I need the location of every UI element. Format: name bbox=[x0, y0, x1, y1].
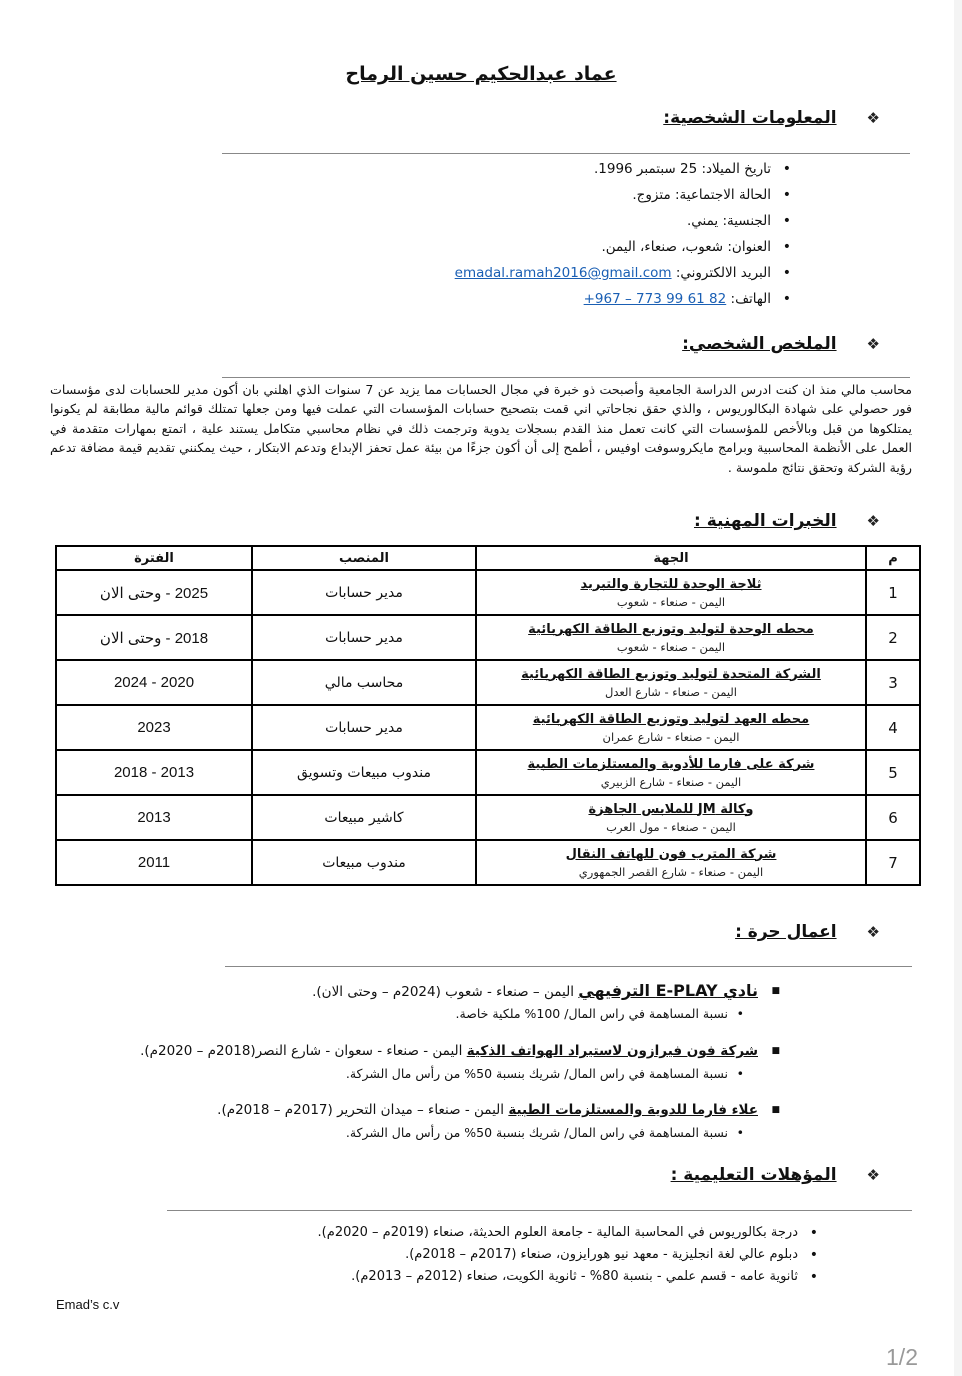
row-org bbox=[476, 570, 866, 615]
table-row bbox=[56, 615, 920, 660]
row-num: 6 bbox=[866, 795, 920, 840]
col-org-header: الجهة bbox=[476, 546, 866, 570]
diamond-bullet-icon: ❖ bbox=[866, 1166, 880, 1184]
row-org bbox=[476, 840, 866, 885]
row-num: 5 bbox=[866, 750, 920, 795]
table-row bbox=[56, 570, 920, 615]
education-item: • درجة بكالوريوس في المحاسبة المالية - جامعة العلوم الحديثة، صنعاء (2019م – 2020م). bbox=[318, 1222, 822, 1244]
row-period: 2011 bbox=[56, 840, 252, 885]
table-header-row bbox=[56, 546, 920, 570]
freelance-item: ■ علاء فارما للدوية والمستلزمات الطبية اليمن - صنعاء – ميدان التحرير (2017م – 2018م). • نسبة المساهمة في راس المال/ شريك بنسبة 50% من رأس مال الشركة. bbox=[217, 1097, 780, 1143]
row-num: 2 bbox=[866, 615, 920, 660]
row-period: 2013 - 2018 bbox=[56, 750, 252, 795]
address: • العنوان: شعوب، صنعاء، اليمن. bbox=[455, 234, 795, 260]
diamond-bullet-icon: ❖ bbox=[866, 923, 880, 941]
email-link[interactable]: emadal.ramah2016@gmail.com bbox=[454, 265, 672, 281]
page-number: 1/2 bbox=[886, 1344, 918, 1370]
row-num: 7 bbox=[866, 840, 920, 885]
row-position: مندوب مبيعات bbox=[252, 840, 476, 885]
org-location: اليمن - صنعاء - شارع الزبيري bbox=[600, 774, 742, 789]
org-name: الشركة المتحدة لتوليد وتوزيع الطاقة الكهربائية bbox=[521, 666, 821, 682]
org-name: شركة المترب فون للهاتف النقال bbox=[565, 846, 777, 862]
section-education: ❖ المؤهلات التعليمية : bbox=[670, 1165, 880, 1185]
freelance-item: ■ نادي E-PLAY الترفيهي اليمن – صنعاء - شعوب (2024م – وحتى الان). • نسبة المساهمة في راس المال/ 100% ملكية خاصة. bbox=[312, 978, 780, 1024]
education-item: • دبلوم عالي لغة انجليزية - معهد نيو هورايزون، صنعاء (2017م – 2018م). bbox=[318, 1244, 822, 1266]
row-position: محاسب مالي bbox=[252, 660, 476, 705]
marital-status: • الحالة الاجتماعية: متزوج. bbox=[455, 182, 795, 208]
row-num: 3 bbox=[866, 660, 920, 705]
row-position: كاشير مبيعات bbox=[252, 795, 476, 840]
row-position: مدير حسابات bbox=[252, 570, 476, 615]
org-location: اليمن - صنعاء - شعوب bbox=[616, 594, 726, 609]
phone-row: • الهاتف: +967 – 773 99 61 82 bbox=[455, 286, 795, 312]
section-divider bbox=[222, 153, 910, 154]
section-experience: ❖ الخبرات المهنية : bbox=[694, 511, 880, 531]
diamond-bullet-icon: ❖ bbox=[866, 109, 880, 127]
table-row bbox=[56, 660, 920, 705]
org-location: اليمن - صنعاء - شعوب bbox=[616, 639, 726, 654]
section-divider bbox=[167, 1210, 912, 1211]
row-position: مدير حسابات bbox=[252, 705, 476, 750]
section-divider bbox=[222, 377, 910, 378]
nationality: • الجنسية: يمني. bbox=[455, 208, 795, 234]
section-personal: ❖ المعلومات الشخصية: bbox=[663, 108, 880, 128]
footer-label: Emad’s c.v bbox=[56, 1297, 120, 1312]
org-name: ثلاجة الوحدة للتجارة والتبريد bbox=[580, 576, 762, 592]
section-summary: ❖ الملخص الشخصي: bbox=[682, 334, 880, 354]
page-edge bbox=[954, 0, 962, 1376]
col-period-header: الفترة bbox=[56, 546, 252, 570]
org-location: اليمن - صنعاء - شارع العدل bbox=[604, 684, 738, 699]
row-position: مدير حسابات bbox=[252, 615, 476, 660]
org-name: وكالة JM للملابس الجاهزة bbox=[588, 801, 754, 817]
org-name: محطه الوحدة لتوليد وتوزيع الطاقة الكهربائية bbox=[528, 621, 814, 637]
org-name: محطه العهد لتوليد وتوزيع الطاقة الكهربائية bbox=[532, 711, 810, 727]
row-period: 2018 - وحتى الان bbox=[56, 615, 252, 660]
diamond-bullet-icon: ❖ bbox=[866, 512, 880, 530]
education-list bbox=[318, 1222, 822, 1288]
personal-info-list bbox=[455, 156, 795, 312]
birth-date: • تاريخ الميلاد: 25 سبتمبر 1996. bbox=[455, 156, 795, 182]
col-position-header: المنصب bbox=[252, 546, 476, 570]
email-row: • البريد الالكتروني: emadal.ramah2016@gmail.com bbox=[455, 260, 795, 286]
table-row bbox=[56, 795, 920, 840]
org-location: اليمن - صنعاء - شارع عمران bbox=[602, 729, 740, 744]
section-divider bbox=[225, 966, 912, 967]
org-name: شركة على فارما للأدوية والمستلزمات الطبية bbox=[527, 756, 815, 772]
col-num-header: م bbox=[866, 546, 920, 570]
row-org bbox=[476, 795, 866, 840]
phone-link[interactable]: +967 – 773 99 61 82 bbox=[583, 291, 727, 307]
org-location: اليمن - صنعاء - مول العرب bbox=[606, 819, 736, 834]
summary-paragraph: محاسب مالي منذ ان كنت ادرس الدراسة الجامعية وأصبحت ذو خبرة في مجال الحسابات مما يزيد عن 7 سنوات الذي اهلني بان أكون مدير للحسابات لدى مؤسسات فور حصولي على شهادة البكالوريوس ، والذي حقق نجاحاتي اني قمت بتصحيح حسابات المؤسسات التي عملت فيها ومن جعلها تمتلك قوائم مالية مطابقة لم يكونوا يمتلكوها من قبل وبالأخص للمؤسسات التي كانت تعمل منذ القدم بسجلات يدوية وترجمت ذلك في نظام محاسبي متكامل يستند علية ، اتمتع بمهارات متقدمة في العمل على الأنظمة المحاسبية وبرامج مايكروسوفت اوفيس ، أطمح إلى أن أكون جزءًا من بيئة عمل تحفز الإبداع وتدعم الابتكار ، حيث يمكنني تقديم قيمة مضافة تدعم رؤية الشركة وتحقق نتائج ملموسة . bbox=[50, 382, 913, 475]
row-num: 1 bbox=[866, 570, 920, 615]
row-period: 2025 - وحتى الان bbox=[56, 570, 252, 615]
table-row bbox=[56, 705, 920, 750]
row-period: 2020 - 2024 bbox=[56, 660, 252, 705]
freelance-item: ■ شركة فون فيرازون لاستيراد الهواتف الذكية اليمن - صنعاء - سعوان - شارع النصر(2018م – 2020م). • نسبة المساهمة في راس المال/ شريك بنسبة 50% من رأس مال الشركة. bbox=[140, 1038, 780, 1084]
row-num: 4 bbox=[866, 705, 920, 750]
cv-name: عماد عبدالحكيم حسين الرماح bbox=[345, 63, 617, 85]
row-org bbox=[476, 750, 866, 795]
row-org bbox=[476, 660, 866, 705]
row-period: 2013 bbox=[56, 795, 252, 840]
diamond-bullet-icon: ❖ bbox=[866, 335, 880, 353]
education-item: • ثانوية عامه - قسم علمي - بنسبة 80% - ثانوية الكويت، صنعاء (2012م – 2013م). bbox=[318, 1266, 822, 1288]
org-location: اليمن - صنعاء - شارع القصر الجمهوري bbox=[578, 864, 764, 879]
row-position: مندوب مبيعات وتسويق bbox=[252, 750, 476, 795]
row-org bbox=[476, 615, 866, 660]
table-row bbox=[56, 840, 920, 885]
row-org bbox=[476, 705, 866, 750]
experience-table bbox=[55, 545, 921, 886]
row-period: 2023 bbox=[56, 705, 252, 750]
section-freelance: ❖ اعمال حرة : bbox=[735, 922, 880, 942]
table-row bbox=[56, 750, 920, 795]
